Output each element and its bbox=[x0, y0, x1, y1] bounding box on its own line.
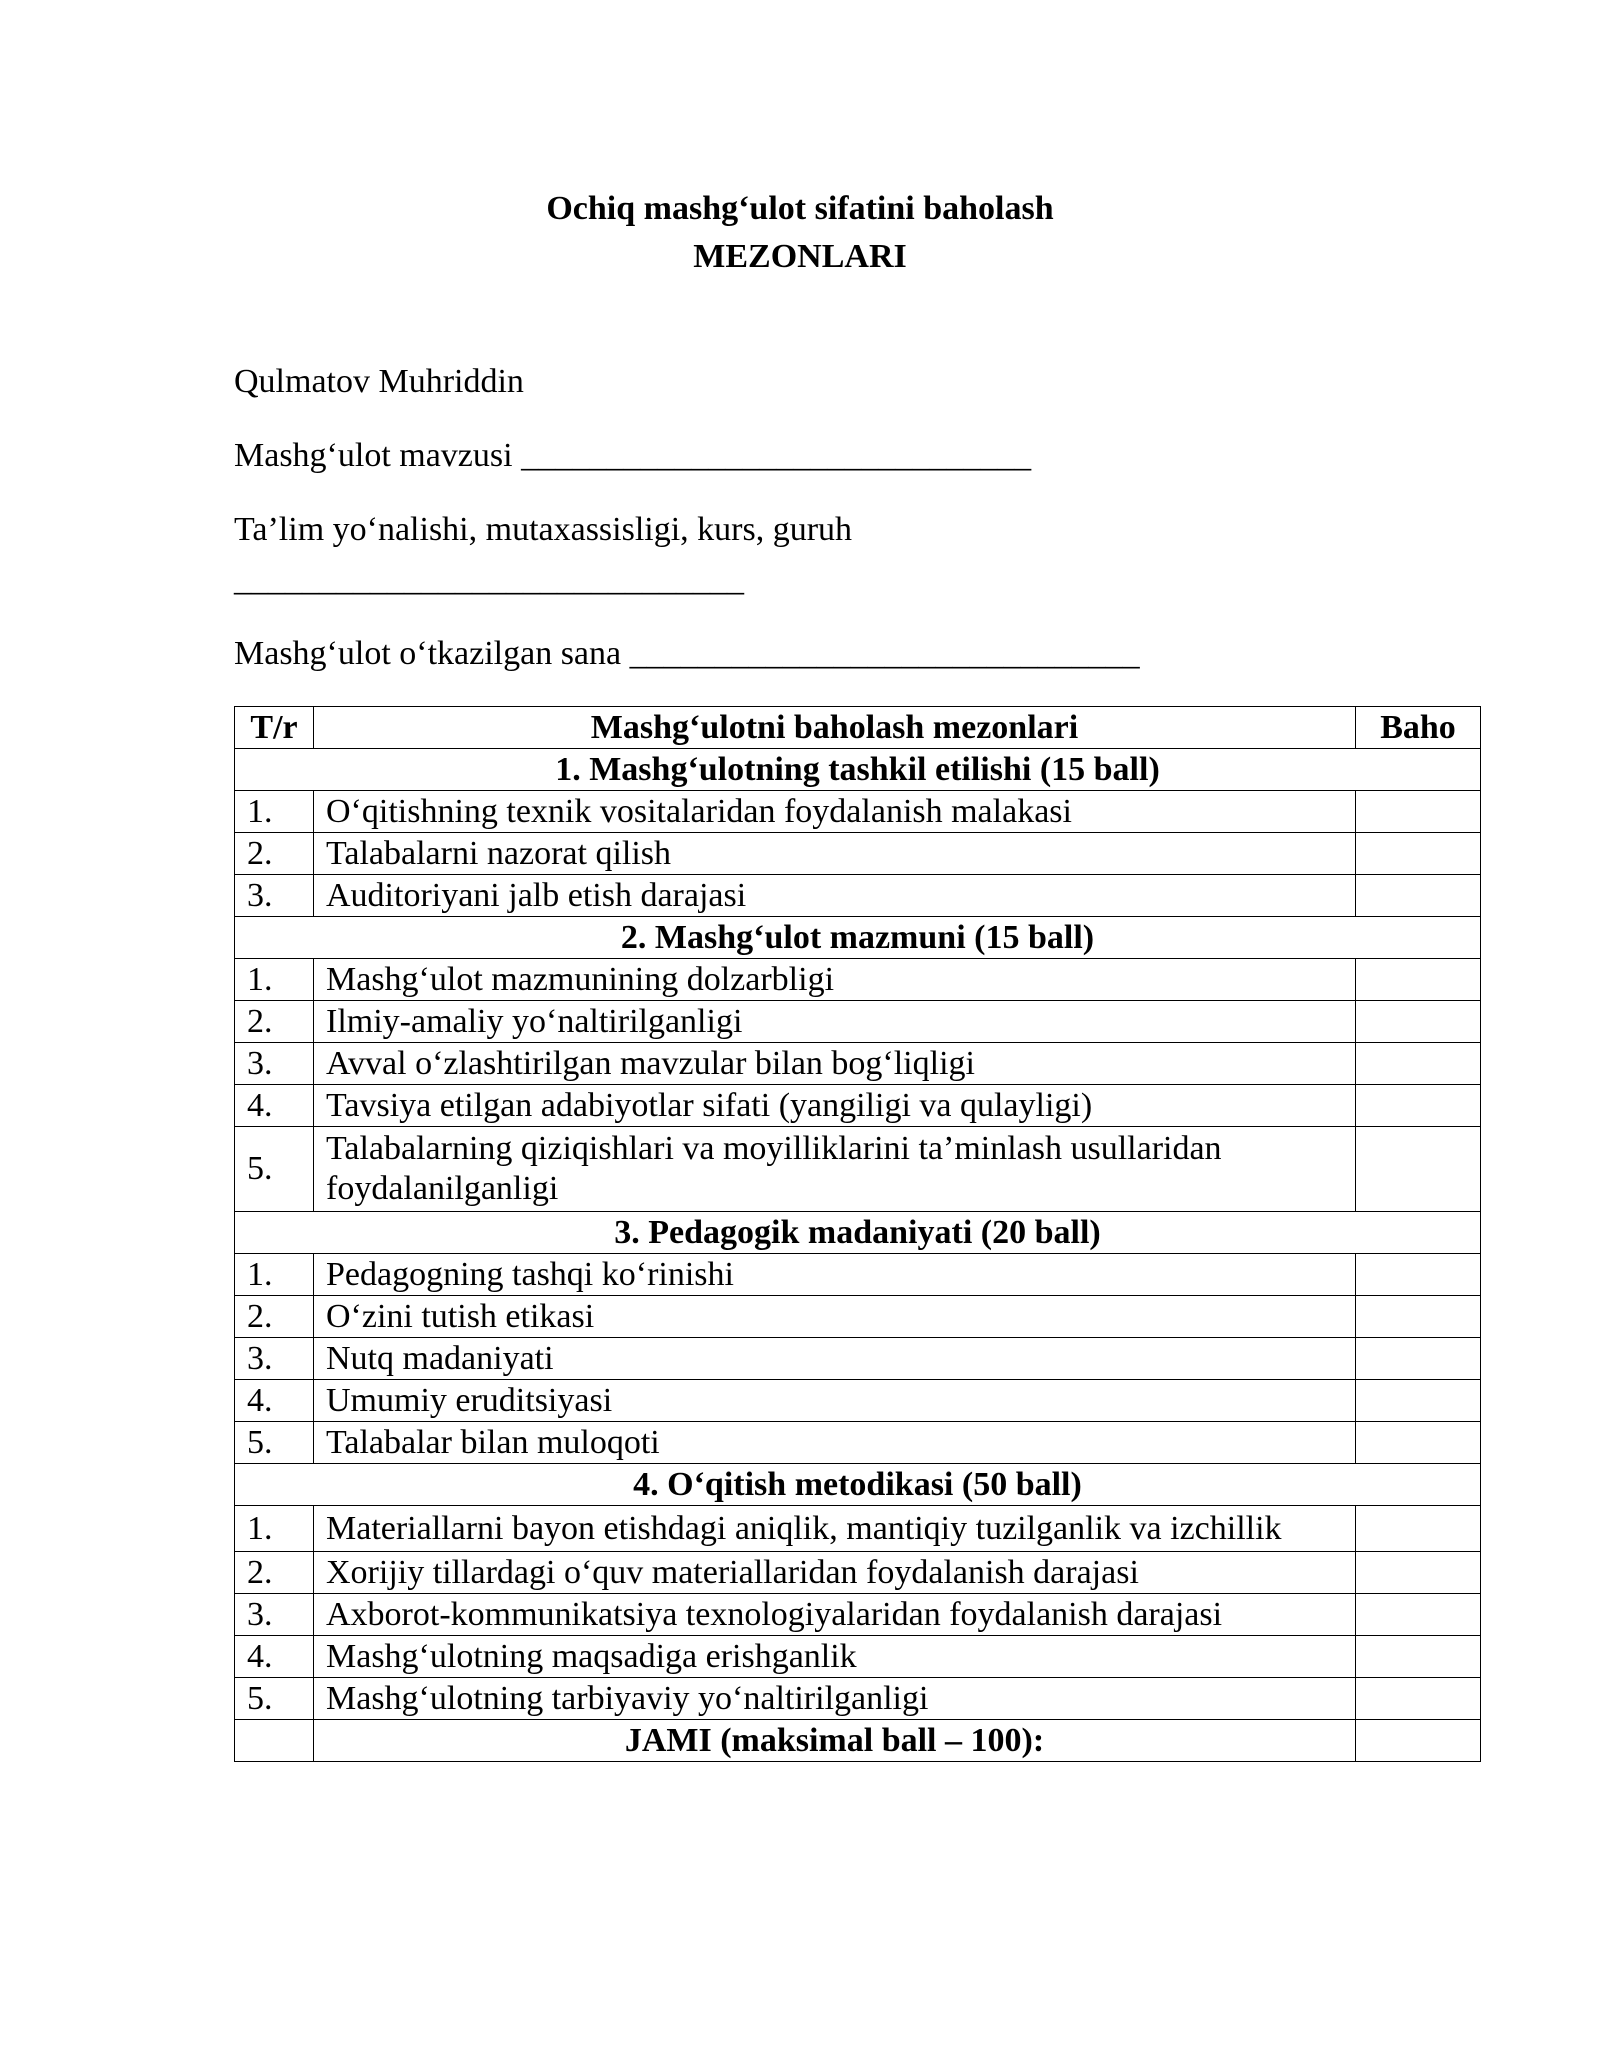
table-row bbox=[235, 1380, 1481, 1422]
grade-cell[interactable] bbox=[1356, 1422, 1481, 1464]
section-row bbox=[235, 749, 1481, 791]
section-row bbox=[235, 1212, 1481, 1254]
grade-cell[interactable] bbox=[1356, 1127, 1481, 1212]
table-row bbox=[235, 1594, 1481, 1636]
grade-cell[interactable] bbox=[1356, 1678, 1481, 1720]
criterion-text: Talabalarning qiziqishlari va moyilliklarini ta’minlash usullaridan foydalanilganligi bbox=[314, 1127, 1356, 1212]
grade-cell[interactable] bbox=[1356, 875, 1481, 917]
criterion-text: O‘zini tutish etikasi bbox=[314, 1296, 1356, 1338]
total-label: JAMI (maksimal ball – 100): bbox=[314, 1720, 1356, 1762]
grade-cell[interactable] bbox=[1356, 1594, 1481, 1636]
table-row bbox=[235, 875, 1481, 917]
row-number: 5. bbox=[235, 1127, 314, 1212]
row-number: 2. bbox=[235, 833, 314, 875]
row-number: 1. bbox=[235, 959, 314, 1001]
criterion-text: Nutq madaniyati bbox=[314, 1338, 1356, 1380]
grade-cell[interactable] bbox=[1356, 1636, 1481, 1678]
table-row bbox=[235, 1127, 1481, 1212]
grade-cell[interactable] bbox=[1356, 1296, 1481, 1338]
direction-field: Ta’lim yo‘nalishi, mutaxassisligi, kurs, guruh bbox=[234, 511, 853, 548]
section-title: 1. Mashg‘ulotning tashkil etilishi (15 ball) bbox=[235, 749, 1481, 791]
table-row bbox=[235, 1296, 1481, 1338]
date-field: Mashg‘ulot o‘tkazilgan sana ______________________________ bbox=[234, 635, 1140, 672]
row-number: 5. bbox=[235, 1422, 314, 1464]
criterion-text: Xorijiy tillardagi o‘quv materiallaridan foydalanish darajasi bbox=[314, 1552, 1356, 1594]
row-number: 4. bbox=[235, 1380, 314, 1422]
header-criteria: Mashg‘ulotni baholash mezonlari bbox=[314, 707, 1356, 749]
grade-cell[interactable] bbox=[1356, 1506, 1481, 1552]
section-title: 2. Mashg‘ulot mazmuni (15 ball) bbox=[235, 917, 1481, 959]
criterion-text: Ilmiy-amaliy yo‘naltirilganligi bbox=[314, 1001, 1356, 1043]
table-row bbox=[235, 791, 1481, 833]
table-row bbox=[235, 1085, 1481, 1127]
topic-field: Mashg‘ulot mavzusi ______________________________ bbox=[234, 437, 1032, 474]
grade-cell[interactable] bbox=[1356, 1043, 1481, 1085]
table-row bbox=[235, 1254, 1481, 1296]
total-row bbox=[235, 1720, 1481, 1762]
row-number: 2. bbox=[235, 1552, 314, 1594]
grade-cell[interactable] bbox=[1356, 791, 1481, 833]
grade-cell[interactable] bbox=[1356, 959, 1481, 1001]
table-row bbox=[235, 1043, 1481, 1085]
grade-cell[interactable] bbox=[1356, 1380, 1481, 1422]
table-row bbox=[235, 1678, 1481, 1720]
criterion-text: Talabalar bilan muloqoti bbox=[314, 1422, 1356, 1464]
table-row bbox=[235, 833, 1481, 875]
table-row bbox=[235, 1338, 1481, 1380]
row-number: 2. bbox=[235, 1001, 314, 1043]
table-row bbox=[235, 1552, 1481, 1594]
table-row bbox=[235, 959, 1481, 1001]
row-number: 3. bbox=[235, 1043, 314, 1085]
criteria-table bbox=[234, 706, 1481, 1762]
grade-cell[interactable] bbox=[1356, 833, 1481, 875]
criterion-text: Tavsiya etilgan adabiyotlar sifati (yangiligi va qulayligi) bbox=[314, 1085, 1356, 1127]
row-number: 5. bbox=[235, 1678, 314, 1720]
grade-cell[interactable] bbox=[1356, 1338, 1481, 1380]
table-row bbox=[235, 1506, 1481, 1552]
section-title: 4. O‘qitish metodikasi (50 ball) bbox=[235, 1464, 1481, 1506]
criteria-body bbox=[235, 749, 1481, 1762]
criterion-text: Mashg‘ulotning tarbiyaviy yo‘naltirilganligi bbox=[314, 1678, 1356, 1720]
grade-cell[interactable] bbox=[1356, 1254, 1481, 1296]
total-grade-cell[interactable] bbox=[1356, 1720, 1481, 1762]
document-subtitle: MEZONLARI bbox=[693, 238, 907, 275]
row-number: 3. bbox=[235, 1338, 314, 1380]
row-number: 2. bbox=[235, 1296, 314, 1338]
criterion-text: Materiallarni bayon etishdagi aniqlik, mantiqiy tuzilganlik va izchillik bbox=[314, 1506, 1356, 1552]
criterion-text: Pedagogning tashqi ko‘rinishi bbox=[314, 1254, 1356, 1296]
row-number: 3. bbox=[235, 1594, 314, 1636]
direction-blank: ______________________________ bbox=[234, 561, 744, 598]
table-row bbox=[235, 1636, 1481, 1678]
criterion-text: Avval o‘zlashtirilgan mavzular bilan bog‘liqligi bbox=[314, 1043, 1356, 1085]
grade-cell[interactable] bbox=[1356, 1001, 1481, 1043]
criterion-text: O‘qitishning texnik vositalaridan foydalanish malakasi bbox=[314, 791, 1356, 833]
criterion-text: Axborot-kommunikatsiya texnologiyalaridan foydalanish darajasi bbox=[314, 1594, 1356, 1636]
row-number: 1. bbox=[235, 1506, 314, 1552]
table-header-row bbox=[235, 707, 1481, 749]
total-number-cell bbox=[235, 1720, 314, 1762]
row-number: 1. bbox=[235, 791, 314, 833]
criterion-text: Auditoriyani jalb etish darajasi bbox=[314, 875, 1356, 917]
header-grade: Baho bbox=[1356, 707, 1481, 749]
section-row bbox=[235, 917, 1481, 959]
document-title: Ochiq mashg‘ulot sifatini baholash bbox=[546, 190, 1054, 227]
section-row bbox=[235, 1464, 1481, 1506]
table-row bbox=[235, 1422, 1481, 1464]
criterion-text: Umumiy eruditsiyasi bbox=[314, 1380, 1356, 1422]
row-number: 3. bbox=[235, 875, 314, 917]
section-title: 3. Pedagogik madaniyati (20 ball) bbox=[235, 1212, 1481, 1254]
row-number: 4. bbox=[235, 1636, 314, 1678]
criterion-text: Mashg‘ulotning maqsadiga erishganlik bbox=[314, 1636, 1356, 1678]
grade-cell[interactable] bbox=[1356, 1552, 1481, 1594]
row-number: 1. bbox=[235, 1254, 314, 1296]
table-row bbox=[235, 1001, 1481, 1043]
row-number: 4. bbox=[235, 1085, 314, 1127]
criterion-text: Mashg‘ulot mazmunining dolzarbligi bbox=[314, 959, 1356, 1001]
grade-cell[interactable] bbox=[1356, 1085, 1481, 1127]
teacher-name: Qulmatov Muhriddin bbox=[234, 363, 524, 400]
criterion-text: Talabalarni nazorat qilish bbox=[314, 833, 1356, 875]
header-number: T/r bbox=[235, 707, 314, 749]
